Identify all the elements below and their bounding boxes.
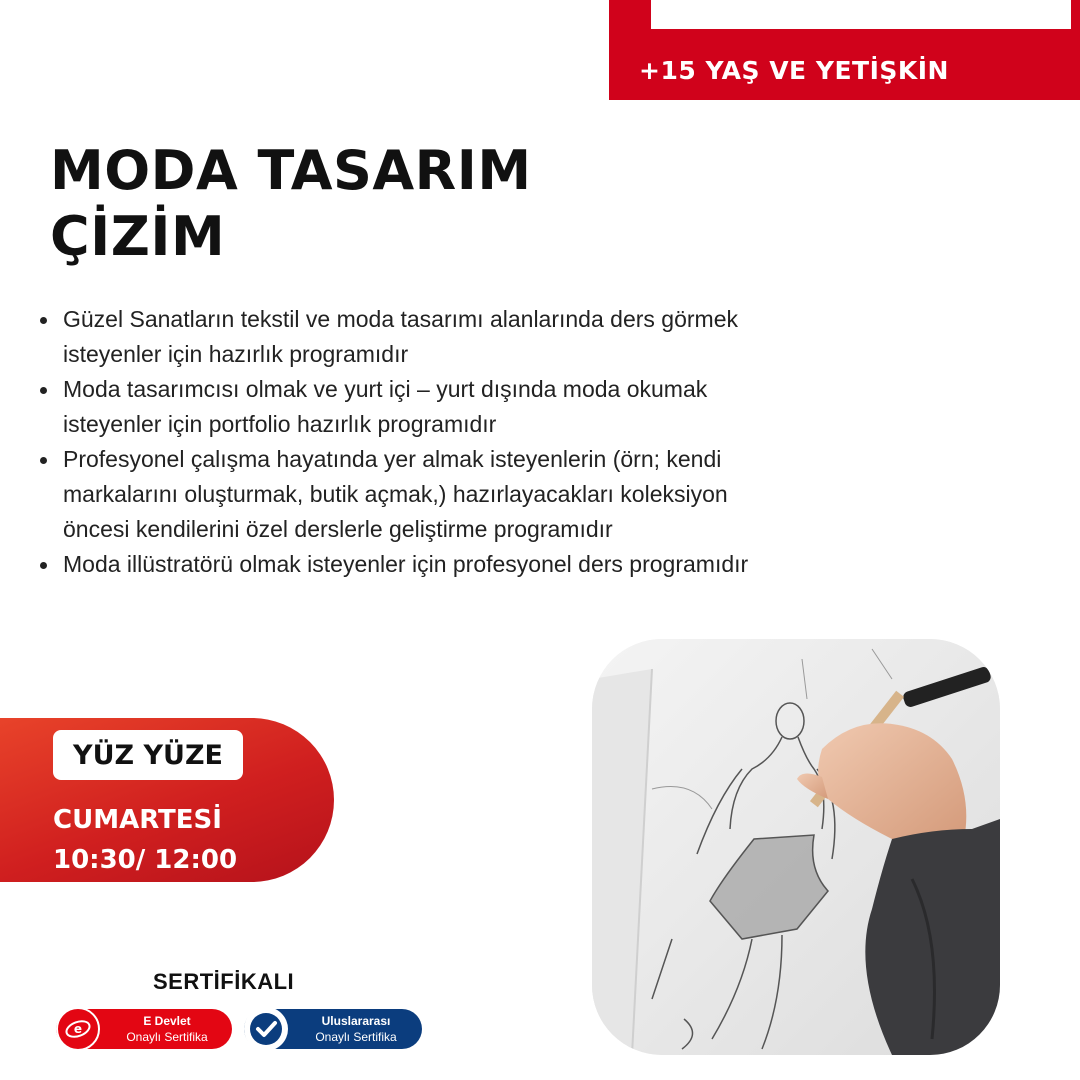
e-devlet-badge (56, 1009, 232, 1049)
banner-white-strip (651, 0, 1071, 29)
course-title-line1: MODA TASARIM (50, 139, 532, 202)
bullet-dot-icon (40, 457, 47, 464)
format-tag: YÜZ YÜZE (53, 730, 243, 780)
bullet-dot-icon (40, 562, 47, 569)
description-list (40, 302, 840, 582)
schedule-time: 10:30/ 12:00 (53, 845, 238, 875)
age-banner (609, 0, 1080, 100)
badge-title: E Devlet (143, 1014, 191, 1028)
course-title (50, 138, 532, 270)
badge-subtitle: Onaylı Sertifika (315, 1030, 397, 1044)
international-badge (244, 1009, 422, 1049)
check-circle-icon (244, 1007, 288, 1051)
fashion-sketch-photo (592, 639, 1000, 1055)
list-item: Profesyonel çalışma hayatında yer almak isteyenlerin (örn; kendi markalarını oluşturmak, butik açmak,) hazırlayacakları koleksiyon öncesi kendilerini özel derslerle geliştirme programıdır (40, 442, 840, 547)
schedule-info (53, 800, 237, 880)
svg-text:e: e (73, 1022, 83, 1036)
list-item: Moda illüstratörü olmak isteyenler için profesyonel ders programıdır (40, 547, 840, 582)
sketch-illustration (592, 639, 1000, 1055)
badge-subtitle: Onaylı Sertifika (126, 1030, 208, 1044)
age-label: +15 YAŞ VE YETİŞKİN (639, 56, 949, 85)
schedule-day: CUMARTESİ (53, 805, 222, 835)
e-devlet-logo-icon (56, 1007, 100, 1051)
bullet-dot-icon (40, 387, 47, 394)
bullet-dot-icon (40, 317, 47, 324)
list-item: Moda tasarımcısı olmak ve yurt içi – yurt dışında moda okumak isteyenler için portfolio hazırlık programıdır (40, 372, 840, 442)
certificate-title: SERTİFİKALI (153, 969, 295, 994)
badge-title: Uluslararası (321, 1014, 391, 1028)
list-item: Güzel Sanatların tekstil ve moda tasarımı alanlarında ders görmek isteyenler için hazırlık programıdır (40, 302, 840, 372)
course-title-line2: ÇİZİM (50, 205, 226, 268)
